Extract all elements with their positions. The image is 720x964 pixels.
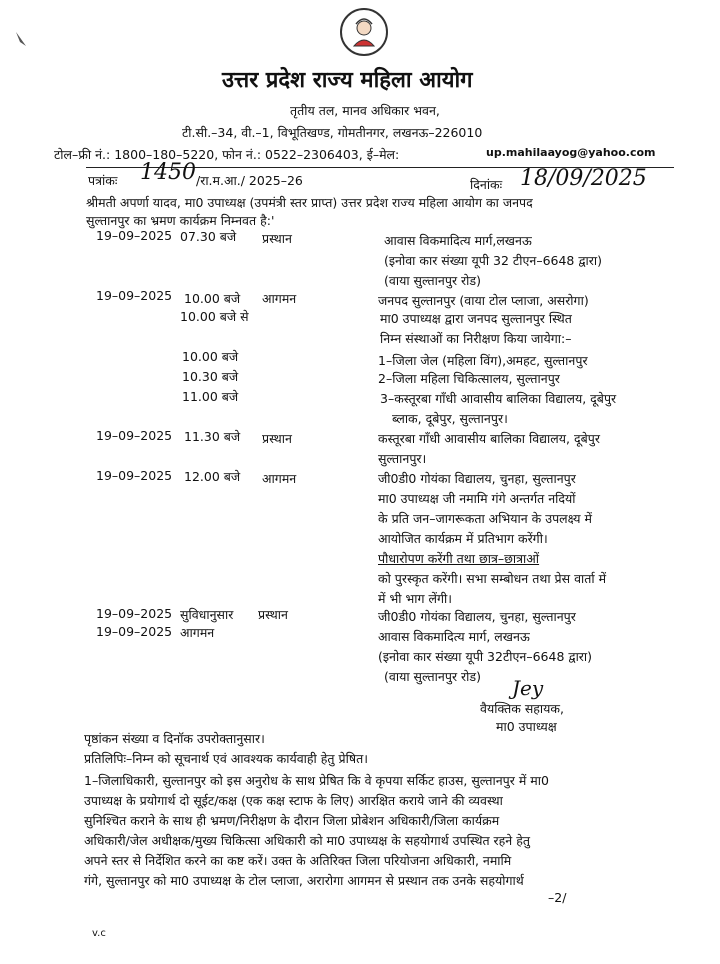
paragraph-line: अधिकारी/जेल अधीक्षक/मुख्य चिकित्सा अधिकारी को मा0 उपाध्यक्ष के सहयोगार्थ उपस्थित रहने हेतु	[84, 833, 530, 848]
row-detail: 3–कस्तूरबा गाँधी आवासीय बालिका विद्यालय, दूबेपुर	[380, 391, 617, 406]
row-time: 11.30 बजे	[184, 429, 241, 444]
row-date: 19–09–2025	[96, 606, 173, 621]
corner-mark-icon	[14, 30, 28, 52]
row-detail: आवास विकमादित्य मार्ग,लखनऊ	[384, 233, 532, 248]
row-detail: आवास विकमादित्य मार्ग, लखनऊ	[378, 629, 530, 644]
row-time: सुविधानुसार	[180, 607, 234, 622]
row-detail: जी0डी0 गोयंका विद्यालय, चुनहा, सुल्तानपुर	[378, 609, 576, 624]
row-detail: 2–जिला महिला चिकित्सालय, सुल्तानपुर	[378, 371, 560, 386]
row-detail: कस्तूरबा गाँधी आवासीय बालिका विद्यालय, दूबेपुर	[378, 431, 600, 446]
row-detail: सुल्तानपुर।	[378, 451, 427, 466]
copy-line: प्रतिलिपिः–निम्न को सूचनार्थ एवं आवश्यक कार्यवाही हेतु प्रेषित।	[84, 751, 368, 766]
row-event: आगमन	[262, 471, 297, 486]
commission-logo	[340, 8, 388, 56]
row-detail: निम्न संस्थाओं का निरीक्षण किया जायेगा:–	[380, 331, 572, 346]
ref-number: 1450	[140, 160, 196, 185]
address-line-1: तृतीय तल, मानव अधिकार भवन,	[290, 103, 440, 118]
row-detail: जनपद सुल्तानपुर (वाया टोल प्लाजा, असरोगा)	[378, 293, 589, 308]
row-time: 07.30 बजे	[180, 229, 237, 244]
signature-line-1: वैयक्तिक सहायक,	[480, 701, 564, 716]
row-event: आगमन	[262, 291, 297, 306]
row-detail: जी0डी0 गोयंका विद्यालय, चुनहा, सुल्तानपुर	[378, 471, 576, 486]
contact-line: टोल–फ्री नं.: 1800–180–5220, फोन नं.: 0522–2306403, ई–मेल:	[54, 147, 400, 162]
row-detail: में भी भाग लेंगी।	[378, 591, 452, 606]
date-value: 18/09/2025	[520, 166, 647, 191]
row-date: 19–09–2025	[96, 228, 173, 243]
row-detail: 1–जिला जेल (महिला विंग),अमहट, सुल्तानपुर	[378, 353, 588, 368]
corner-note: v.c	[92, 928, 106, 939]
intro-line-1: श्रीमती अपर्णा यादव, मा0 उपाध्यक्ष (उपमंत्री स्तर प्राप्त) उत्तर प्रदेश राज्य महिला आयोग का जनपद	[86, 195, 533, 210]
row-event: प्रस्थान	[258, 607, 288, 622]
row-detail: (वाया सुल्तानपुर रोड)	[384, 273, 481, 288]
row-date: 19–09–2025	[96, 428, 173, 443]
row-detail: ब्लाक, दूबेपुर, सुल्तानपुर।	[392, 411, 508, 426]
row-date: 19–09–2025	[96, 468, 173, 483]
intro-line-2: सुल्तानपुर का भ्रमण कार्यक्रम निम्नवत है:'	[86, 213, 275, 228]
row-time: 10.30 बजे	[182, 369, 239, 384]
date-label: दिनांकः	[470, 177, 503, 192]
paragraph-line: उपाध्यक्ष के प्रयोगार्थ दो सूईट/कक्ष (एक कक्ष स्टाफ के लिए) आरक्षित कराये जाने की व्यवस्था	[84, 793, 503, 808]
email-link[interactable]: up.mahilaayog@yahoo.com	[486, 146, 656, 159]
address-line-2: टी.सी.–34, वी.–1, विभूतिखण्ड, गोमतीनगर, लखनऊ–226010	[182, 125, 483, 140]
row-detail: (इनोवा कार संख्या यूपी 32 टीएन–6648 द्वारा)	[384, 253, 603, 268]
paragraph-line: सुनिश्चित कराने के साथ ही भ्रमण/निरीक्षण के दौरान जिला प्रोबेशन अधिकारी/जिला कार्यक्रम	[84, 813, 500, 828]
row-time: 10.00 बजे	[184, 291, 241, 306]
endorsement-line: पृष्ठांकन संख्या व दिनॉक उपरोक्तानुसार।	[84, 731, 265, 746]
row-detail: पौधारोपण करेंगी तथा छात्र–छात्राओं	[378, 551, 540, 566]
row-detail: आयोजित कार्यक्रम में प्रतिभाग करेंगी।	[378, 531, 548, 546]
signature-line-2: मा0 उपाध्यक्ष	[496, 719, 557, 734]
row-time: 10.00 बजे से	[180, 309, 249, 324]
row-time: आगमन	[180, 625, 215, 640]
row-detail: मा0 उपाध्यक्ष द्वारा जनपद सुल्तानपुर स्थित	[380, 311, 572, 326]
row-detail: (इनोवा कार संख्या यूपी 32टीएन–6648 द्वारा)	[378, 649, 593, 664]
paragraph-line: 1–जिलाधिकारी, सुल्तानपुर को इस अनुरोध के साथ प्रेषित कि वे कृपया सर्किट हाउस, सुल्तानपुर में मा0	[84, 773, 549, 788]
row-time: 11.00 बजे	[182, 389, 239, 404]
row-event: प्रस्थान	[262, 431, 292, 446]
signature-mark: Jey	[512, 676, 544, 700]
row-date: 19–09–2025	[96, 624, 173, 639]
row-time: 10.00 बजे	[182, 349, 239, 364]
row-detail: के प्रति जन–जागरूकता अभियान के उपलक्ष्य में	[378, 511, 592, 526]
row-event: प्रस्थान	[262, 231, 292, 246]
paragraph-line: अपने स्तर से निर्देशित करने का कष्ट करें। उक्त के अतिरिक्त जिला परियोजना अधिकारी, नमामि	[84, 853, 512, 868]
row-date: 19–09–2025	[96, 288, 173, 303]
ref-suffix: /रा.म.आ./ 2025–26	[196, 173, 303, 188]
row-time: 12.00 बजे	[184, 469, 241, 484]
page-title: उत्तर प्रदेश राज्य महिला आयोग	[222, 68, 473, 93]
row-detail: मा0 उपाध्यक्ष जी नमामि गंगे अन्तर्गत नदियों	[378, 491, 576, 506]
paragraph-line: गंगे, सुल्तानपुर को मा0 उपाध्यक्ष के टोल प्लाजा, अरारोगा आगमन से प्रस्थान तक उनके सहयोगार्थ	[84, 873, 524, 888]
row-detail: (वाया सुल्तानपुर रोड)	[384, 669, 481, 684]
page-marker: –2/	[548, 890, 567, 905]
row-detail: को पुरस्कृत करेंगी। सभा सम्बोधन तथा प्रेस वार्ता में	[378, 571, 607, 586]
ref-label: पत्रांकः	[88, 173, 118, 188]
